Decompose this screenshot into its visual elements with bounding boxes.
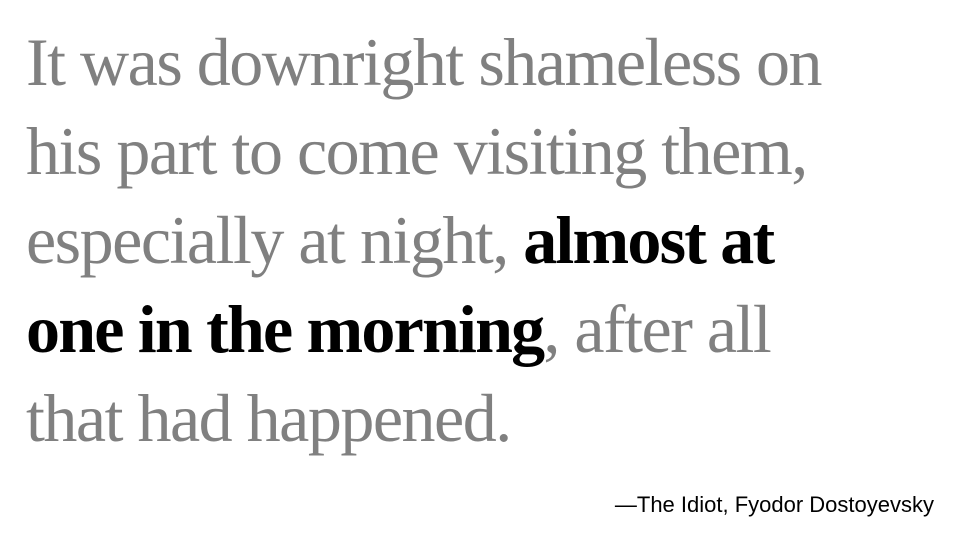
- quote-text: It was downright shameless on: [26, 24, 822, 100]
- quote-block: [26, 18, 926, 463]
- quote-line-5: [26, 374, 926, 463]
- quote-emphasis: almost at: [523, 202, 774, 278]
- quote-line-2: [26, 107, 926, 196]
- quote-line-4: [26, 285, 926, 374]
- quote-line-3: [26, 196, 926, 285]
- quote-text: , after all: [543, 291, 771, 367]
- quote-line-1: [26, 18, 926, 107]
- quote-emphasis: one in the morning: [26, 291, 544, 367]
- quote-text: that had happened.: [26, 380, 511, 456]
- quote-text: especially at night,: [26, 202, 524, 278]
- quote-attribution: —The Idiot, Fyodor Dostoyevsky: [614, 492, 934, 517]
- quote-text: his part to come visiting them,: [26, 113, 807, 189]
